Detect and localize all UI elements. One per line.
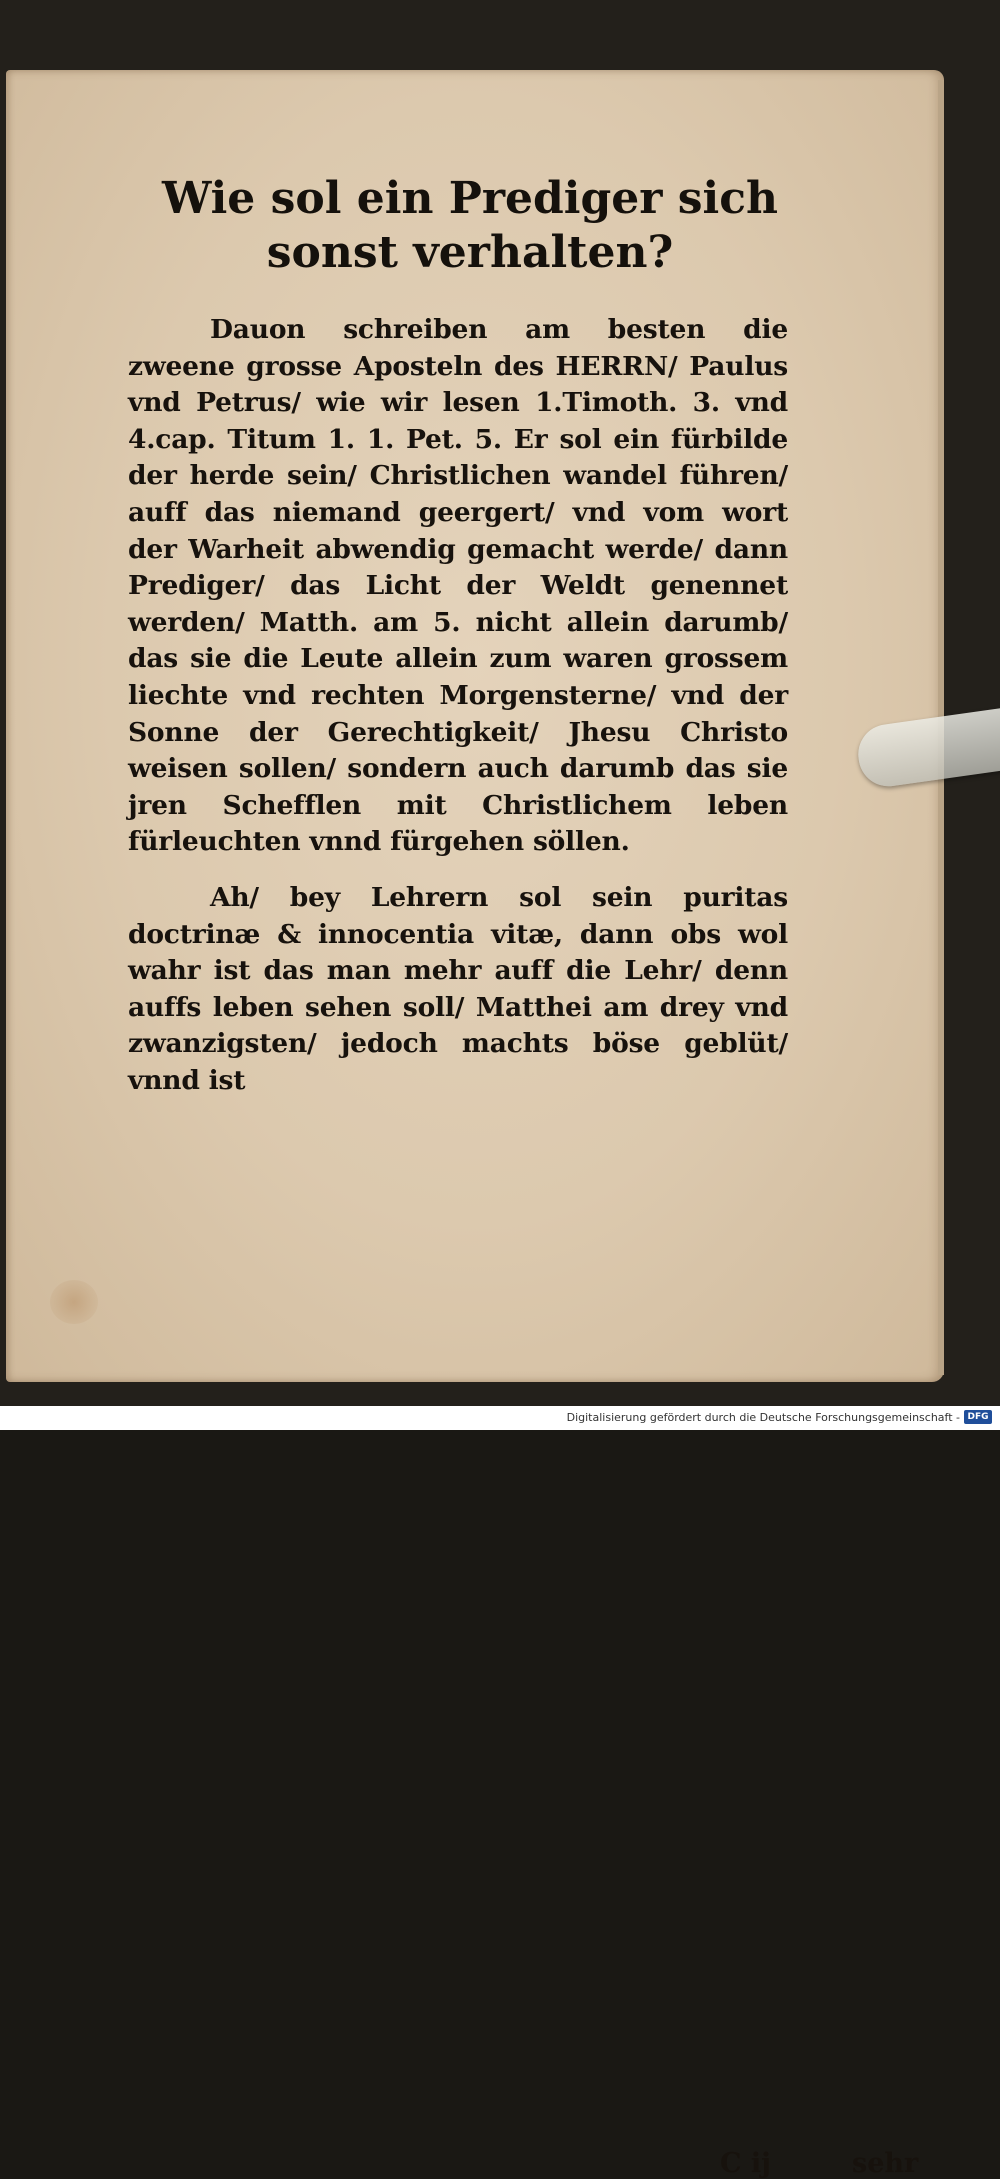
body-paragraph-2: Ah/ bey Lehrern sol sein puritas doctrinæ & innocentia vitæ, dann obs wol wahr ist das man mehr auff die Lehr/ denn auffs leben sehen soll/ Matthei am drey vnd zwanzigsten/ jedoch machts böse geblüt/ vnnd ist — [128, 882, 788, 1096]
paper-stain — [50, 1280, 98, 1324]
catchword: sehr — [852, 2148, 919, 2179]
signature-mark: C ij — [720, 2148, 771, 2179]
body-paragraph-1: Dauon schreiben am besten die zweene grosse Aposteln des HERRN/ Paulus vnd Petrus/ wie wir lesen 1.Timoth. 3. vnd 4.cap. Titum 1. 1. Pet. 5. Er sol ein fürbilde der herde sein/ Christlichen wandel führen/ auff das niemand geergert/ vnd vom wort der Warheit abwendig gemacht werde/ dann Prediger/ das Licht der Weldt genennet werden/ Matth. am 5. nicht allein darumb/ das sie die Leute allein zum waren grossem liechte vnd rechten Morgensterne/ vnd der Sonne der Gerechtigkeit/ Jhesu Christo weisen sollen/ sondern auch darumb das sie jren Schefflen mit Christlichem leben fürleuchten vnnd fürgehen söllen. — [128, 314, 788, 858]
credit-text: Digitalisierung gefördert durch die Deutsche Forschungsgemeinschaft - — [566, 1411, 960, 1424]
page-heading: Wie sol ein Prediger sich sonst verhalten? — [161, 173, 779, 278]
dfg-logo-icon: DFG — [964, 1410, 992, 1424]
